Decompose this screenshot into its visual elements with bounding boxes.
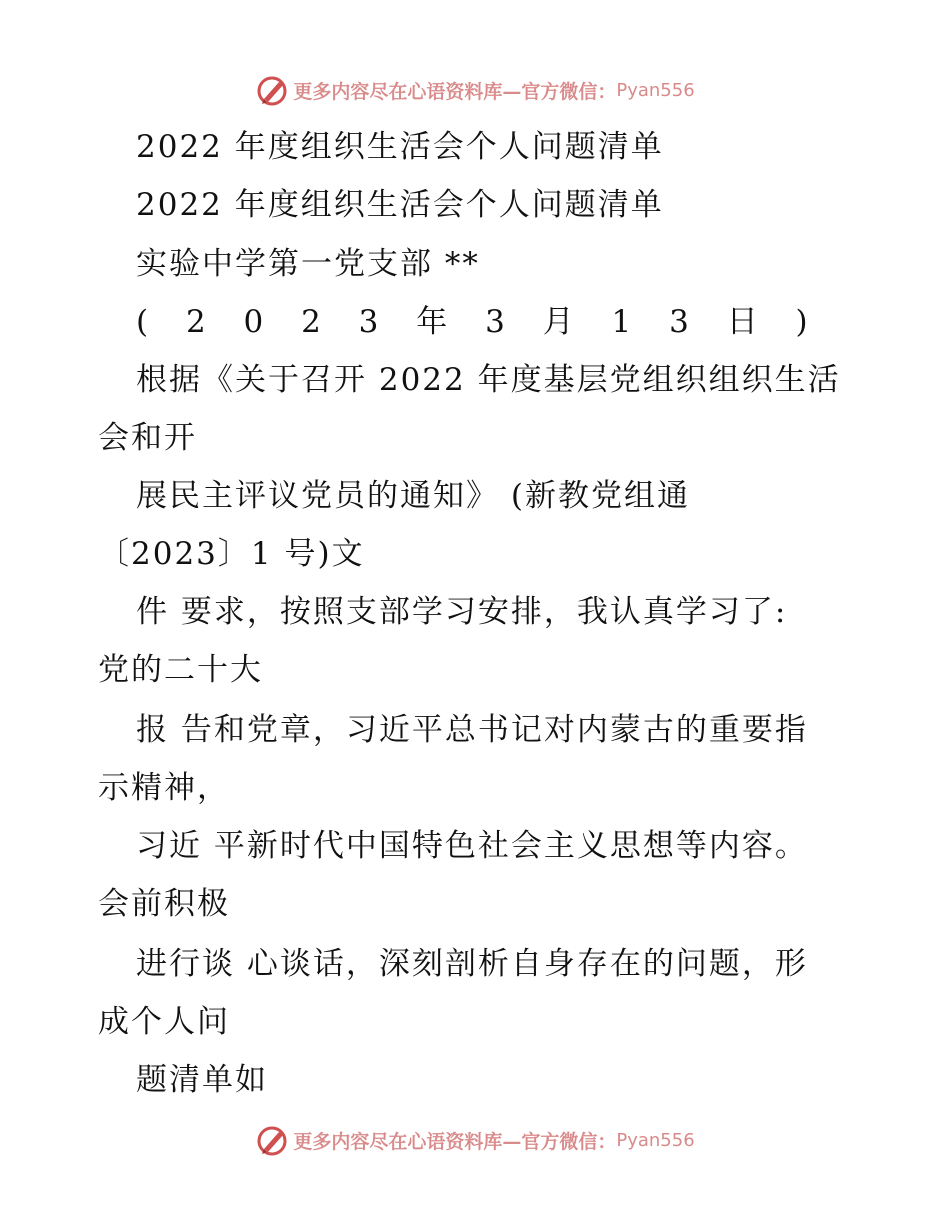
pen-logo-icon (255, 73, 289, 107)
doc-paragraph-line: 习近 平新时代中国特色社会主义思想等内容。 (136, 828, 808, 864)
doc-paragraph-line: 报 告和党章，习近平总书记对内蒙古的重要指 (136, 712, 808, 748)
doc-paragraph-line: 展民主评议党员的通知》 (新教党组通 (136, 478, 690, 514)
doc-date: ( 2 0 2 3 年 3 月 1 3 日 ) (136, 304, 822, 340)
doc-paragraph-line: 示精神， (98, 770, 230, 806)
watermark-text: 更多内容尽在心语资料库—官方微信： (293, 1130, 617, 1153)
header-watermark (0, 70, 950, 110)
watermark-wechat-id: Pyan556 (616, 1129, 695, 1151)
doc-paragraph-line: 〔2023〕1 号)文 (98, 536, 365, 572)
watermark-wechat-id: Pyan556 (616, 79, 695, 101)
doc-title: 2022 年度组织生活会个人问题清单 (136, 129, 664, 165)
doc-paragraph-line: 进行谈 心谈话，深刻剖析自身存在的问题，形 (136, 946, 808, 982)
doc-paragraph-line: 会和开 (98, 420, 197, 456)
doc-author: 实验中学第一党支部 ** (136, 246, 480, 282)
doc-paragraph-line: 会前积极 (98, 886, 230, 922)
doc-paragraph-line: 党的二十大 (98, 652, 263, 688)
doc-title-repeat: 2022 年度组织生活会个人问题清单 (136, 187, 664, 223)
doc-paragraph-line: 件 要求，按照支部学习安排，我认真学习了: (136, 594, 788, 630)
footer-watermark (0, 1120, 950, 1160)
doc-paragraph-line: 根据《关于召开 2022 年度基层党组织组织生活 (136, 362, 841, 398)
watermark-text: 更多内容尽在心语资料库—官方微信： (293, 80, 617, 103)
doc-paragraph-line: 题清单如 (136, 1062, 268, 1098)
pen-logo-icon (255, 1123, 289, 1157)
doc-paragraph-line: 成个人问 (98, 1004, 230, 1040)
